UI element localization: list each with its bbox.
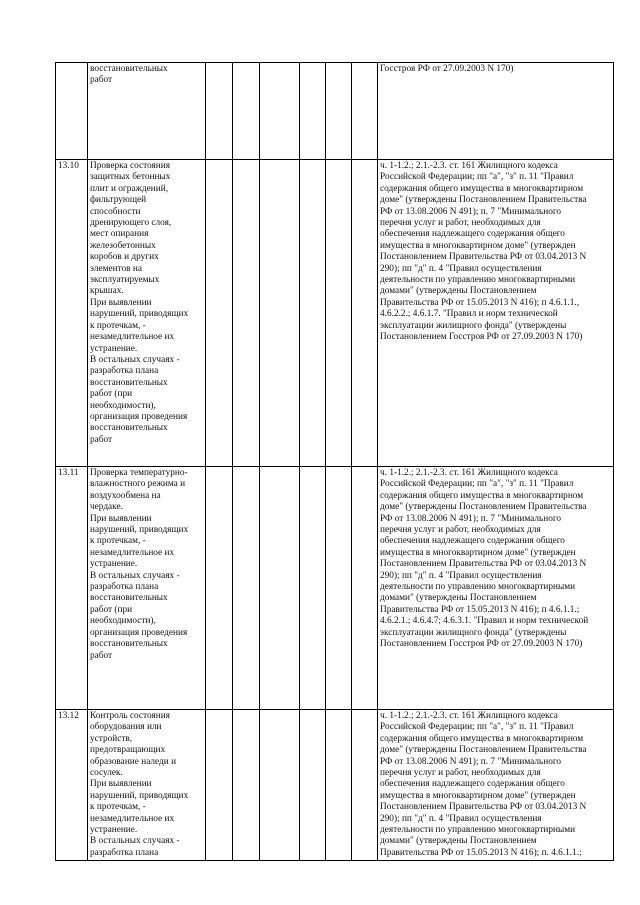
empty-cell (260, 710, 300, 861)
empty-cell (352, 63, 378, 160)
empty-cell (326, 467, 352, 710)
empty-cell (233, 467, 260, 710)
row-number: 13.12 (56, 710, 88, 861)
empty-cell (300, 710, 326, 861)
row-number: 13.11 (56, 467, 88, 710)
empty-cell (233, 63, 260, 160)
empty-cell (352, 467, 378, 710)
empty-cell (260, 467, 300, 710)
empty-cell (233, 710, 260, 861)
empty-cell (352, 160, 378, 467)
table-row (56, 63, 614, 160)
table-row (56, 467, 614, 710)
empty-cell (206, 710, 233, 861)
empty-cell (206, 63, 233, 160)
legal-reference: ч. 1-1.2.; 2.1.-2.3. ст. 161 Жилищного кодекса Российской Федерации; пп "а", "з" п. 11 "Правил содержания общего имущества в многоквартирном доме" (утверждены Постановлением Правительства РФ от 13.08.2006 N 491); п. 7 "Минимального перечня услуг и работ, необходимых для обеспечения надлежащего содержания общего имущества в многоквартирном доме" (утвержден Постановлением Правительства РФ от 03.04.2013 N 290); пп "д" п. 4 "Правил осуществления деятельности по управлению многоквартирными домами" (утверждены Постановлением Правительства РФ от 15.05.2013 N 416); п 4.6.1.1., 4.6.2.2.; 4.6.1.7. "Правил и норм технической эксплуатации жилищного фонда" (утверждены Постановлением Госстроя РФ от 27.09.2003 N 170) (378, 160, 614, 467)
empty-cell (300, 63, 326, 160)
regulations-table (55, 62, 614, 861)
legal-reference: Госстроя РФ от 27.09.2003 N 170) (378, 63, 614, 160)
empty-cell (260, 63, 300, 160)
row-number: 13.10 (56, 160, 88, 467)
empty-cell (326, 710, 352, 861)
empty-cell (260, 160, 300, 467)
row-number (56, 63, 88, 160)
legal-reference: ч. 1-1.2.; 2.1.-2.3. ст. 161 Жилищного кодекса Российской Федерации; пп "а", "з" п. 11 "Правил содержания общего имущества в многоквартирном доме" (утверждены Постановлением Правительства РФ от 13.08.2006 N 491); п. 7 "Минимального перечня услуг и работ, необходимых для обеспечения надлежащего содержания общего имущества в многоквартирном доме" (утвержден Постановлением Правительства РФ от 03.04.2013 N 290); пп "д" п. 4 "Правил осуществления деятельности по управлению многоквартирными домами" (утверждены Постановлением Правительства РФ от 15.05.2013 N 416); п 4.6.1.1.; 4.6.2.1.; 4.6.4.7; 4.6.3.1. "Правил и норм технической эксплуатации жилищного фонда" (утверждены Постановлением Госстроя РФ от 27.09.2003 N 170) (378, 467, 614, 710)
work-description: Контроль состояния оборудования или устройств, предотвращающих образование наледи и сосулек. При выявлении нарушений, приводящих к протечкам, - незамедлительное их устранение. В остальных случаях - разработка плана (88, 710, 206, 861)
work-description: Проверка температурно- влажностного режима и воздухообмена на чердаке. При выявлении нарушений, приводящих к протечкам, - незамедлительное их устранение. В остальных случаях - разработка плана восстановительных работ (при необходимости), организация проведения восстановительных работ (88, 467, 206, 710)
empty-cell (326, 160, 352, 467)
work-description: Проверка состояния защитных бетонных плит и ограждений, фильтрующей способности дренирующего слоя, мест опирания железобетонных коробов и других элементов на эксплуатируемых крышах. При выявлении нарушений, приводящих к протечкам, - незамедлительное их устранение. В остальных случаях - разработка плана восстановительных работ (при необходимости), организация проведения восстановительных работ (88, 160, 206, 467)
empty-cell (300, 467, 326, 710)
empty-cell (206, 160, 233, 467)
table-row (56, 710, 614, 861)
empty-cell (326, 63, 352, 160)
empty-cell (206, 467, 233, 710)
empty-cell (300, 160, 326, 467)
empty-cell (233, 160, 260, 467)
empty-cell (352, 710, 378, 861)
legal-reference: ч. 1-1.2.; 2.1.-2.3. ст. 161 Жилищного кодекса Российской Федерации; пп "а", "з" п. 11 "Правил содержания общего имущества в многоквартирном доме" (утверждены Постановлением Правительства РФ от 13.08.2006 N 491); п. 7 "Минимального перечня услуг и работ, необходимых для обеспечения надлежащего содержания общего имущества в многоквартирном доме" (утвержден Постановлением Правительства РФ от 03.04.2013 N 290); пп "д" п. 4 "Правил осуществления деятельности по управлению многоквартирными домами" (утверждены Постановлением Правительства РФ от 15.05.2013 N 416); п. 4.6.1.1.; (378, 710, 614, 861)
work-description: восстановительных работ (88, 63, 206, 160)
table-row (56, 160, 614, 467)
